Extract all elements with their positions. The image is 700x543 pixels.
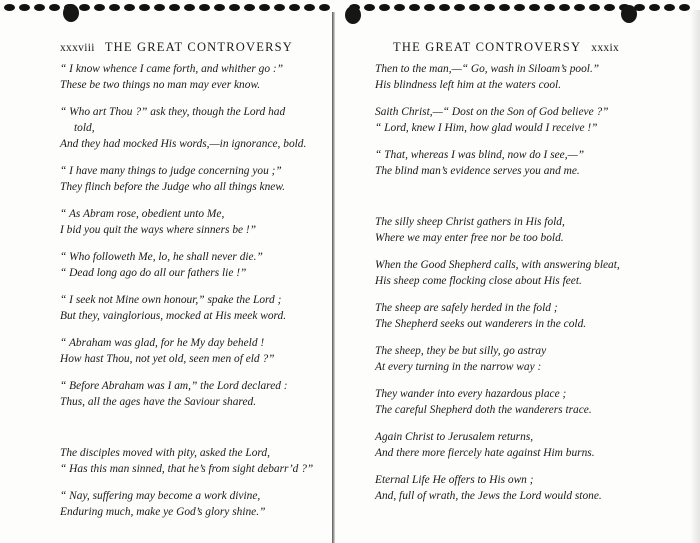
verse-line: “ I know whence I came forth, and whither go :” xyxy=(60,63,284,75)
verse-line: “ That, whereas I was blind, now do I see,—” xyxy=(375,149,585,161)
binding-hole xyxy=(19,4,30,11)
page-edge-shadow xyxy=(690,10,700,543)
verse-line: “ Before Abraham was I am,” the Lord declared : xyxy=(60,380,288,392)
stanza-gap xyxy=(60,421,325,445)
left-page-number: xxxviii xyxy=(60,42,95,54)
binding-hole xyxy=(274,4,285,11)
binding-hole xyxy=(154,4,165,11)
verse-line: Where we may enter free nor be too bold. xyxy=(375,232,564,244)
verse-line: Then to the man,—“ Go, wash in Siloam’s pool.” xyxy=(375,63,600,75)
binding-hole xyxy=(394,4,405,11)
verse-line: And there more fiercely hate against Him burns. xyxy=(375,447,595,459)
stanza xyxy=(375,343,675,375)
verse-line: His sheep come flocking close about His feet. xyxy=(375,275,582,287)
binding-hole xyxy=(319,4,330,11)
binding-hole xyxy=(184,4,195,11)
binding-hole xyxy=(409,4,420,11)
binding-hole xyxy=(124,4,135,11)
verse-line: Eternal Life He offers to His own ; xyxy=(375,474,534,486)
binding-hole xyxy=(559,4,570,11)
binding-hole xyxy=(574,4,585,11)
binder-ring-center xyxy=(345,6,361,24)
right-running-header xyxy=(375,40,675,55)
verse-line: How hast Thou, not yet old, seen men of eld ?” xyxy=(60,353,275,365)
binding-hole xyxy=(439,4,450,11)
verse-line: Enduring much, make ye God’s glory shine.” xyxy=(60,506,266,518)
binding-hole xyxy=(109,4,120,11)
stanza xyxy=(60,335,325,367)
binding-hole xyxy=(589,4,600,11)
verse-line: The sheep are safely herded in the fold ; xyxy=(375,302,558,314)
verse-line: “ I seek not Mine own honour,” spake the Lord ; xyxy=(60,294,282,306)
stanza xyxy=(60,488,325,520)
verse-line: The careful Shepherd doth the wanderers trace. xyxy=(375,404,592,416)
stanza xyxy=(375,300,675,332)
verse-line: Again Christ to Jerusalem returns, xyxy=(375,431,534,443)
binding-hole xyxy=(244,4,255,11)
stanza xyxy=(375,257,675,289)
stanza xyxy=(60,445,325,477)
binding-hole xyxy=(544,4,555,11)
verse-line: “ Nay, suffering may become a work divine, xyxy=(60,490,261,502)
verse-line: “ Who art Thou ?” ask they, though the Lord had xyxy=(60,106,286,118)
verse-line: His blindness left him at the waters cool. xyxy=(375,79,562,91)
binding-hole xyxy=(649,4,660,11)
binding-hole xyxy=(364,4,375,11)
left-stanzas-group-1 xyxy=(60,61,325,410)
right-stanzas-group-2 xyxy=(375,214,675,504)
binding-hole xyxy=(49,4,60,11)
binding-hole xyxy=(529,4,540,11)
stanza xyxy=(375,429,675,461)
stanza xyxy=(375,147,675,179)
verse-line: But they, vainglorious, mocked at His meek word. xyxy=(60,310,287,322)
stanza xyxy=(60,206,325,238)
binding-hole xyxy=(469,4,480,11)
stanza xyxy=(60,104,325,152)
binding-hole xyxy=(304,4,315,11)
stanza xyxy=(375,472,675,504)
binding-hole xyxy=(229,4,240,11)
verse-line: The silly sheep Christ gathers in His fold, xyxy=(375,216,565,228)
binding-hole xyxy=(604,4,615,11)
verse-line: The sheep, they be but silly, go astray xyxy=(375,345,547,357)
verse-line: Thus, all the ages have the Saviour shared. xyxy=(60,396,257,408)
binder-ring-left xyxy=(63,4,79,22)
left-running-header xyxy=(60,40,325,55)
verse-line: “ Has this man sinned, that he’s from sight debarr’d ?” xyxy=(60,463,314,475)
verse-line: The disciples moved with pity, asked the Lord, xyxy=(60,447,270,459)
verse-line: When the Good Shepherd calls, with answering bleat, xyxy=(375,259,620,271)
stanza xyxy=(375,214,675,246)
verse-line: “ Abraham was glad, for he My day beheld ! xyxy=(60,337,265,349)
verse-line: “ As Abram rose, obedient unto Me, xyxy=(60,208,225,220)
stanza xyxy=(60,292,325,324)
binding-hole xyxy=(139,4,150,11)
binding-hole xyxy=(289,4,300,11)
verse-line: They wander into every hazardous place ; xyxy=(375,388,567,400)
verse-line: told, xyxy=(74,122,95,134)
verse-line: “ I have many things to judge concerning you ;” xyxy=(60,165,282,177)
binding-hole xyxy=(484,4,495,11)
verse-line: I bid you quit the ways where sinners be !” xyxy=(60,224,257,236)
right-page-number: xxxix xyxy=(591,42,619,54)
stanza-gap xyxy=(375,190,675,214)
stanza xyxy=(60,378,325,410)
verse-line: At every turning in the narrow way : xyxy=(375,361,542,373)
binding-hole xyxy=(34,4,45,11)
stanza xyxy=(60,163,325,195)
binding-hole xyxy=(424,4,435,11)
binding-hole xyxy=(214,4,225,11)
right-stanzas-group-1 xyxy=(375,61,675,179)
binding-hole xyxy=(514,4,525,11)
left-stanzas-group-2 xyxy=(60,445,325,520)
stanza xyxy=(375,104,675,136)
left-page xyxy=(60,36,325,531)
verse-line: Saith Christ,—“ Dost on the Son of God believe ?” xyxy=(375,106,609,118)
binding-hole xyxy=(379,4,390,11)
verse-line: The blind man’s evidence serves you and me. xyxy=(375,165,580,177)
binding-hole xyxy=(499,4,510,11)
stanza xyxy=(375,61,675,93)
verse-line: The Shepherd seeks out wanderers in the cold. xyxy=(375,318,587,330)
page-gutter xyxy=(332,12,335,543)
binding-hole xyxy=(94,4,105,11)
right-running-title: THE GREAT CONTROVERSY xyxy=(393,40,582,54)
stanza xyxy=(60,249,325,281)
binding-hole xyxy=(664,4,675,11)
binding-hole xyxy=(259,4,270,11)
verse-line: “ Dead long ago do all our fathers lie !” xyxy=(60,267,247,279)
binding-hole xyxy=(169,4,180,11)
verse-line: These be two things no man may ever know. xyxy=(60,79,261,91)
binding-hole xyxy=(454,4,465,11)
binding-hole xyxy=(679,4,690,11)
verse-line: They flinch before the Judge who all things knew. xyxy=(60,181,285,193)
binder-ring-right xyxy=(621,5,637,23)
verse-line: And, full of wrath, the Jews the Lord would stone. xyxy=(375,490,602,502)
left-running-title: THE GREAT CONTROVERSY xyxy=(104,40,293,54)
binding-hole xyxy=(4,4,15,11)
verse-line: And they had mocked His words,—in ignorance, bold. xyxy=(60,138,307,150)
stanza xyxy=(375,386,675,418)
binding-hole xyxy=(79,4,90,11)
right-page xyxy=(375,36,675,515)
verse-line: “ Who followeth Me, lo, he shall never die.” xyxy=(60,251,263,263)
stanza xyxy=(60,61,325,93)
verse-line: “ Lord, knew I Him, how glad would I receive !” xyxy=(375,122,598,134)
binding-hole xyxy=(199,4,210,11)
